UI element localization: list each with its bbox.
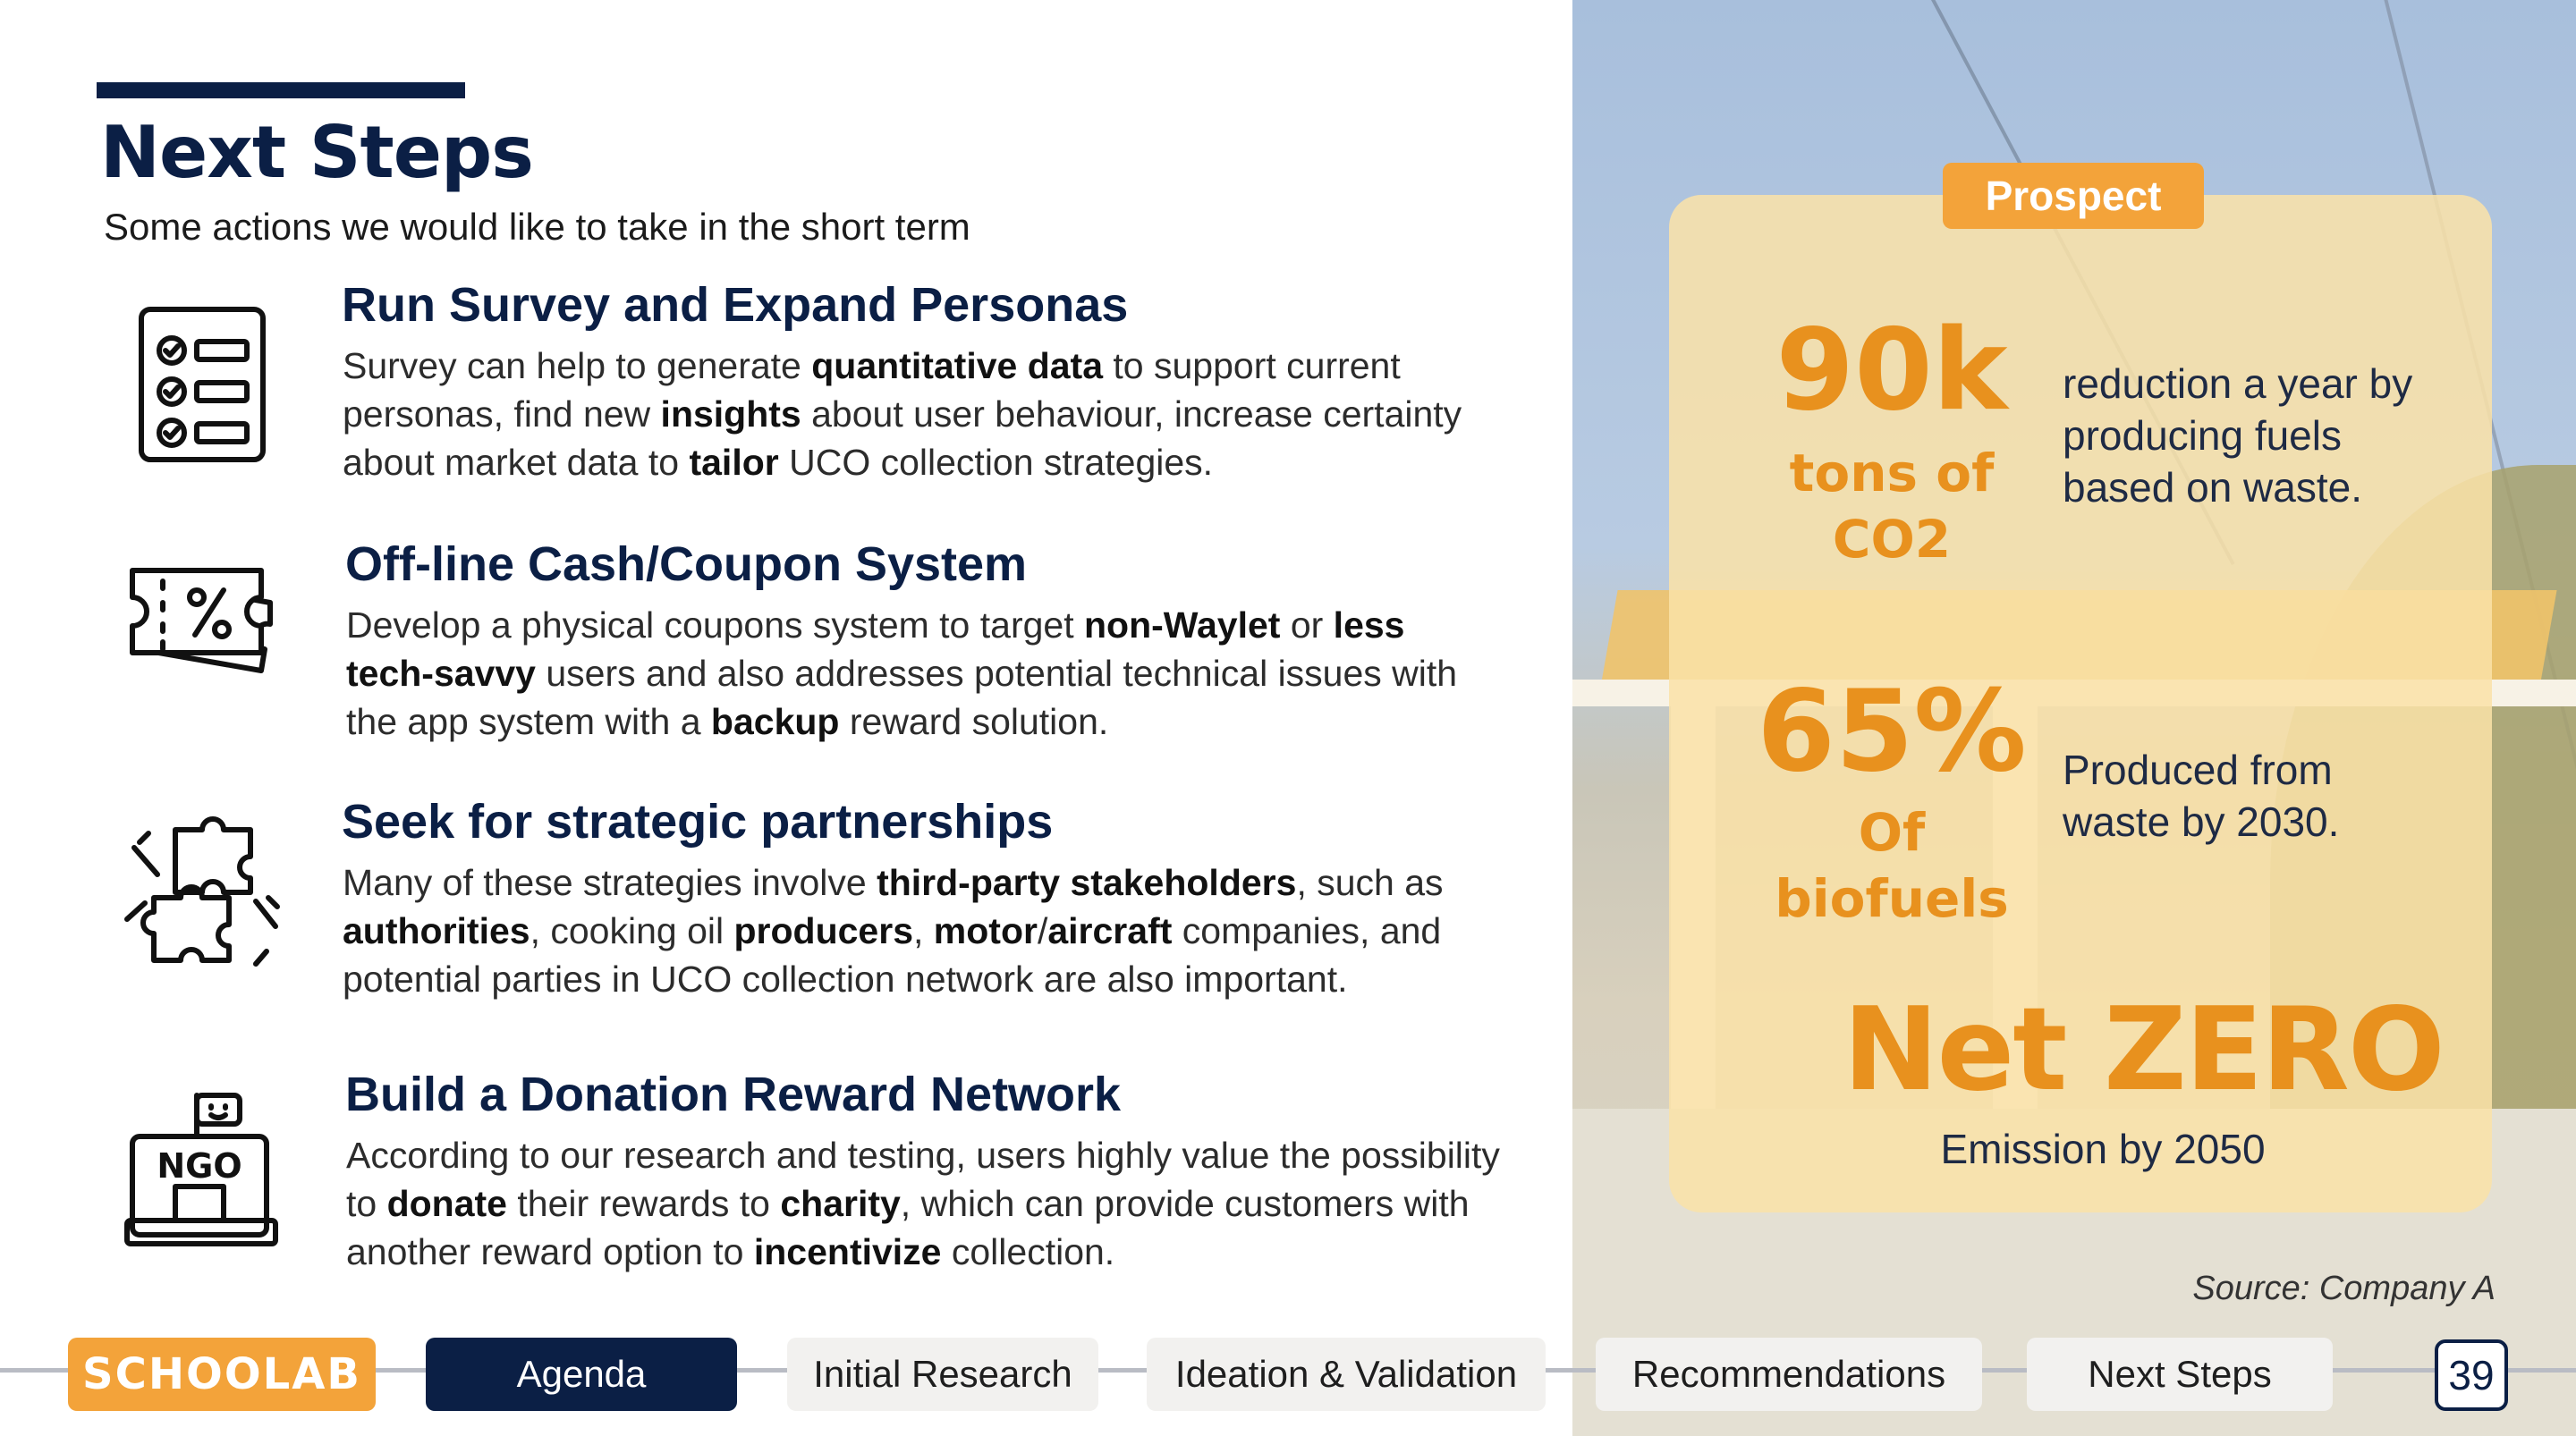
emphasis-text: insights (660, 393, 801, 435)
page-title: Next Steps (100, 111, 533, 194)
source-note: Source: Company A (2192, 1270, 2496, 1307)
emphasis-text: non-Waylet (1084, 604, 1281, 646)
emphasis-text: donate (386, 1183, 507, 1224)
nav-recommendations[interactable]: Recommendations (1596, 1338, 1982, 1411)
body-text: / (1037, 910, 1048, 951)
body-text: Many of these strategies involve (343, 862, 877, 903)
schoolab-logo[interactable]: SCHOOLAB (68, 1338, 376, 1411)
step-heading: Off-line Cash/Coupon System (345, 537, 1028, 591)
body-text: According to our research and testing, users highly value the possibility to (346, 1135, 1500, 1224)
body-text: companies, and potential parties in UCO collection network are also important. (343, 910, 1442, 1000)
body-text: Survey can help to generate (343, 345, 812, 386)
nav-ideation-validation[interactable]: Ideation & Validation (1147, 1338, 1546, 1411)
body-text: UCO collection strategies. (778, 442, 1214, 483)
body-text: to support current personas, find new (343, 345, 1401, 435)
body-text: Develop a physical coupons system to target (346, 604, 1084, 646)
body-text: users and also addresses potential technical issues with the app system with a (346, 653, 1458, 742)
stat-co2-unit-line1: tons of (1789, 443, 1995, 503)
stat-biofuel-unit-line2: biofuels (1775, 868, 2009, 929)
prospect-badge: Prospect (1943, 163, 2204, 229)
stat-biofuel-description: Produced from waste by 2030. (2063, 747, 2340, 845)
step-heading: Build a Donation Reward Network (345, 1068, 1122, 1121)
puzzle-partnership-icon (122, 812, 283, 973)
step-heading: Run Survey and Expand Personas (342, 278, 1129, 332)
body-text: or (1280, 604, 1334, 646)
emphasis-text: aircraft (1047, 910, 1173, 951)
step-description (346, 1131, 1500, 1276)
nav-agenda[interactable]: Agenda (426, 1338, 737, 1411)
net-zero-description: Emission by 2050 (1940, 1126, 2266, 1172)
nav-initial-research[interactable]: Initial Research (787, 1338, 1098, 1411)
ngo-building-icon (123, 1090, 284, 1251)
net-zero-headline: Net ZERO (1843, 984, 2444, 1117)
emphasis-text: less tech-savvy (346, 604, 1405, 694)
emphasis-text: quantitative data (811, 345, 1104, 386)
emphasis-text: third-party stakeholders (877, 862, 1297, 903)
stat-biofuel-unit-line1: Of (1858, 802, 1926, 863)
body-text: , cooking oil (530, 910, 734, 951)
stat-biofuel-value: 65% (1757, 665, 2027, 797)
step-heading: Seek for strategic partnerships (342, 795, 1054, 849)
body-text: , such as (1296, 862, 1444, 903)
emphasis-text: charity (780, 1183, 901, 1224)
stat-co2-description: reduction a year by producing fuels based on waste. (2063, 360, 2413, 511)
emphasis-text: incentivize (753, 1231, 942, 1272)
step-description (343, 858, 1496, 1003)
emphasis-text: authorities (343, 910, 530, 951)
stat-co2-unit-line2: CO2 (1832, 509, 1952, 570)
title-accent-bar (97, 82, 465, 98)
emphasis-text: producers (733, 910, 913, 951)
checklist-icon (122, 304, 283, 465)
emphasis-text: backup (710, 701, 840, 742)
page-subtitle: Some actions we would like to take in the short term (104, 206, 970, 248)
step-description (346, 601, 1500, 746)
body-text: about user behaviour, increase certainty about market data to (343, 393, 1462, 483)
body-text: collection. (941, 1231, 1115, 1272)
nav-next-steps[interactable]: Next Steps (2027, 1338, 2333, 1411)
coupon-icon (127, 545, 288, 706)
stat-co2-value: 90k (1775, 304, 2008, 435)
body-text: , (913, 910, 934, 951)
body-text: their rewards to (507, 1183, 781, 1224)
emphasis-text: tailor (689, 442, 779, 483)
ngo-label: NGO (157, 1146, 242, 1186)
step-description (343, 342, 1496, 486)
emphasis-text: motor (933, 910, 1038, 951)
body-text: , which can provide customers with another reward option to (346, 1183, 1470, 1272)
body-text: reward solution. (839, 701, 1109, 742)
page-number: 39 (2435, 1339, 2508, 1411)
